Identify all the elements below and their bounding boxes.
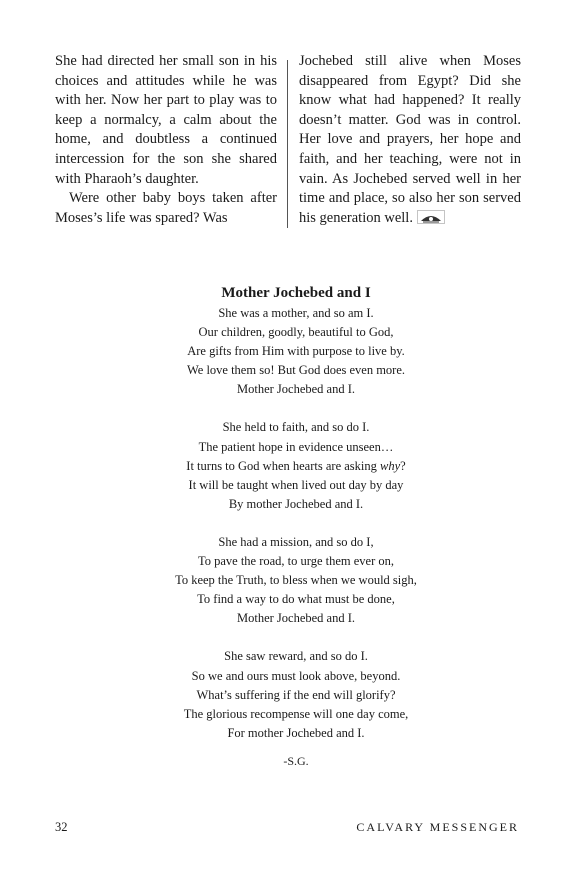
poem-line: Mother Jochebed and I. <box>236 382 356 397</box>
poem-line: We love them so! But God does even more. <box>186 363 406 378</box>
running-head: CALVARY MESSENGER <box>356 820 519 834</box>
poem-stanza <box>0 418 575 513</box>
poem-signature: -S.G. <box>283 753 309 768</box>
poem-line: She held to faith, and so do I. <box>222 420 370 435</box>
poem-line: She saw reward, and so do I. <box>224 649 368 664</box>
poem-stanza <box>0 304 575 399</box>
article-paragraph-text: Jochebed still alive when Moses disappeared from Egypt? Did she know what had happened? It really doesn’t matter. God was in control. Her love and prayers, her hope and faith, and her teaching, were not in vain. As Jochebed served well in her time and place, so also her son served his generation well. <box>299 53 521 226</box>
poem-line: To find a way to do what must be done, <box>197 592 395 607</box>
poem-line: To keep the Truth, to bless when we would sigh, <box>175 573 417 588</box>
poem-emphasis: why <box>380 458 401 473</box>
poem-stanza <box>0 533 575 628</box>
poem <box>0 284 575 769</box>
poem-line: What’s suffering if the end will glorify? <box>196 687 396 702</box>
poem-line: She was a mother, and so am I. <box>218 306 374 320</box>
poem-stanza <box>0 647 575 742</box>
poem-line: Our children, goodly, beautiful to God, <box>198 325 394 340</box>
poem-line: Mother Jochebed and I. <box>236 611 356 626</box>
article-right-column <box>299 52 521 228</box>
poem-line: To pave the road, to urge them ever on, <box>197 554 395 569</box>
article-paragraph: Were other baby boys taken after Moses’s life was spared? Was <box>55 190 277 226</box>
column-divider <box>287 60 288 228</box>
poem-line: She had a mission, and so do I, <box>218 534 374 549</box>
poem-line: The glorious recompense will one day come, <box>183 706 409 721</box>
poem-line-punctuation: ? <box>400 458 406 473</box>
article-paragraph <box>299 52 521 228</box>
poem-line <box>17 457 575 476</box>
poem-line: So we and ours must look above, beyond. <box>191 668 401 683</box>
page-number: 32 <box>55 820 68 834</box>
poem-line: By mother Jochebed and I. <box>228 496 364 511</box>
poem-line: The patient hope in evidence unseen… <box>198 439 394 454</box>
poem-line: Are gifts from Him with purpose to live by. <box>187 344 405 359</box>
end-of-article-ornament-icon <box>417 210 445 224</box>
article-paragraph: She had directed her small son in his choices and attitudes while he was with her. Now her part to play was to keep a normalcy, a calm about the home, and doubtless a continued intercession for the son she shared with Pharaoh’s daughter. <box>55 53 277 187</box>
poem-line: For mother Jochebed and I. <box>227 725 365 740</box>
poem-line-text: It turns to God when hearts are asking <box>186 458 380 473</box>
article-left-column <box>55 52 277 228</box>
poem-line: It will be taught when lived out day by day <box>188 477 404 492</box>
poem-title: Mother Jochebed and I <box>221 285 371 301</box>
